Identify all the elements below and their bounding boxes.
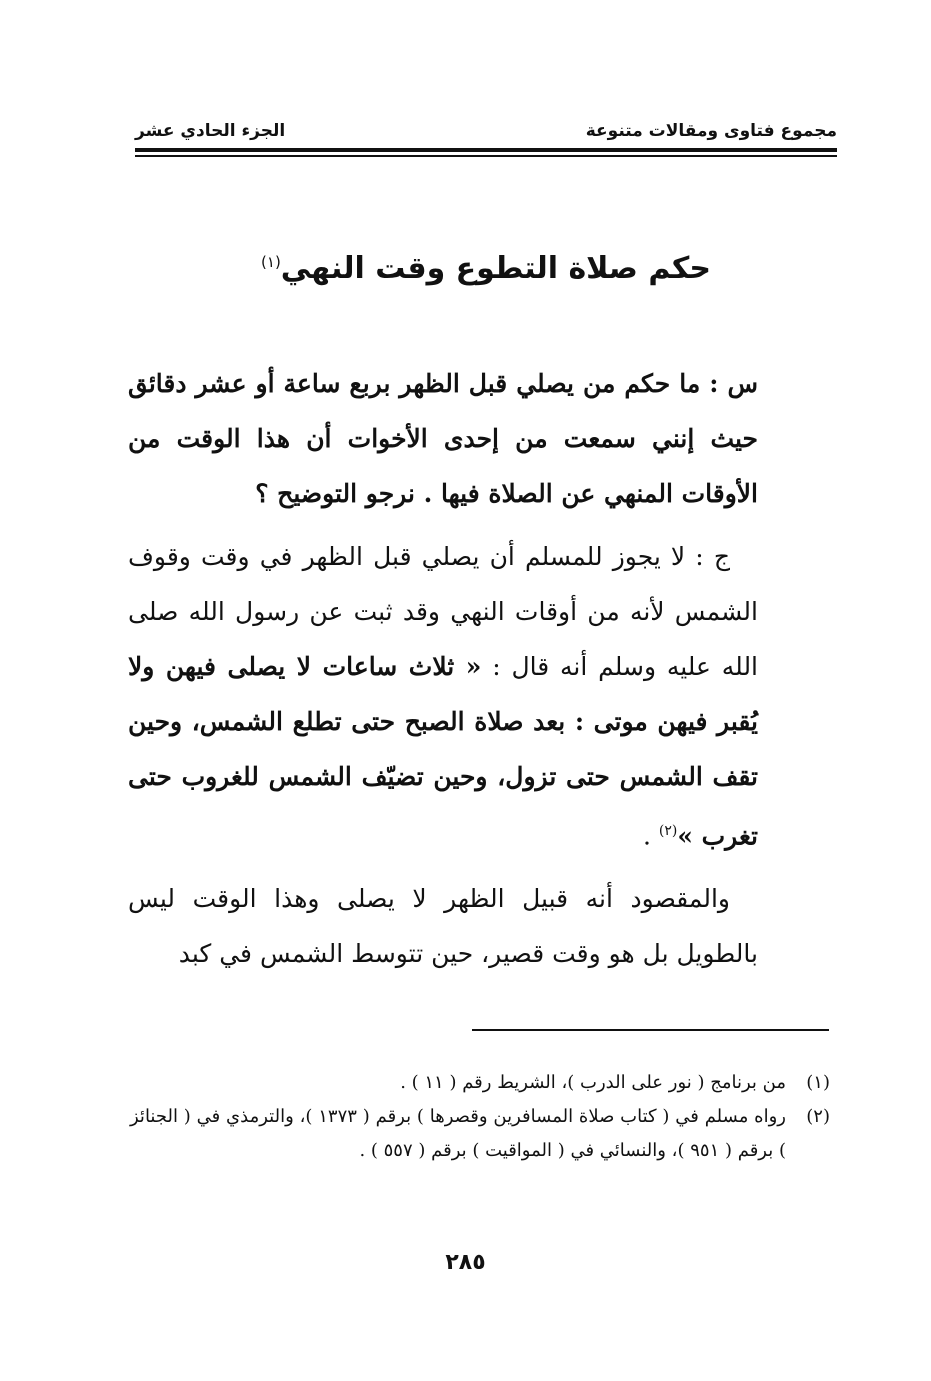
book-title: مجموع فتاوى ومقالات متنوعة <box>585 121 837 141</box>
page-number: ٢٨٥ <box>445 1250 486 1275</box>
answer-paragraph <box>128 529 758 863</box>
title-footnote-ref: (١) <box>261 253 281 271</box>
volume-label: الجزء الحادي عشر <box>135 121 286 141</box>
main-text <box>128 356 758 989</box>
section-title <box>135 232 837 299</box>
hadith-quote: « ثلاث ساعات لا يصلى فيهن ولا يُقبر فيهن موتى : بعد صلاة الصبح حتى تطلع الشمس، وحين تقف الشمس حتى تزول، وحين تضيّف الشمس للغروب حتى تغرب » <box>128 652 758 851</box>
answer-end: . <box>642 821 659 851</box>
footnote-item <box>130 1066 830 1100</box>
hadith-footnote-ref: (٢) <box>658 823 678 839</box>
footnote-number: (٢) <box>806 1106 830 1127</box>
footnote-separator <box>472 1029 829 1031</box>
footnotes <box>130 1066 830 1168</box>
header-rule-thick <box>135 148 837 152</box>
section-title-text: حكم صلاة التطوع وقت النهي <box>280 251 711 286</box>
footnote-item <box>130 1100 830 1168</box>
header-rule-thin <box>135 155 837 157</box>
footnote-text: من برنامج ( نور على الدرب )، الشريط رقم ( ١١ ) . <box>400 1072 786 1093</box>
answer-intro: ج : لا يجوز للمسلم أن يصلي قبل الظهر في وقت وقوف الشمس لأنه من أوقات النهي وقد ثبت عن رسول الله صلى الله عليه وسلم أنه قال : <box>128 542 759 681</box>
explanation-paragraph: والمقصود أنه قبيل الظهر لا يصلى وهذا الوقت ليس بالطويل بل هو وقت قصير، حين تتوسط الشمس في كبد <box>128 884 758 969</box>
question-paragraph: س : ما حكم من يصلي قبل الظهر بربع ساعة أو عشر دقائق حيث إنني سمعت من إحدى الأخوات أن هذا الوقت من الأوقات المنهي عن الصلاة فيها . نرجو التوضيح ؟ <box>128 369 758 508</box>
running-header <box>135 114 837 148</box>
footnote-number: (١) <box>806 1072 830 1093</box>
footnote-text: رواه مسلم في ( كتاب صلاة المسافرين وقصرها ) برقم ( ١٣٧٣ )، والترمذي في ( الجنائز ) برقم ( ٩٥١ )، والنسائي في ( المواقيت ) برقم ( ٥٥٧ ) . <box>130 1106 786 1161</box>
